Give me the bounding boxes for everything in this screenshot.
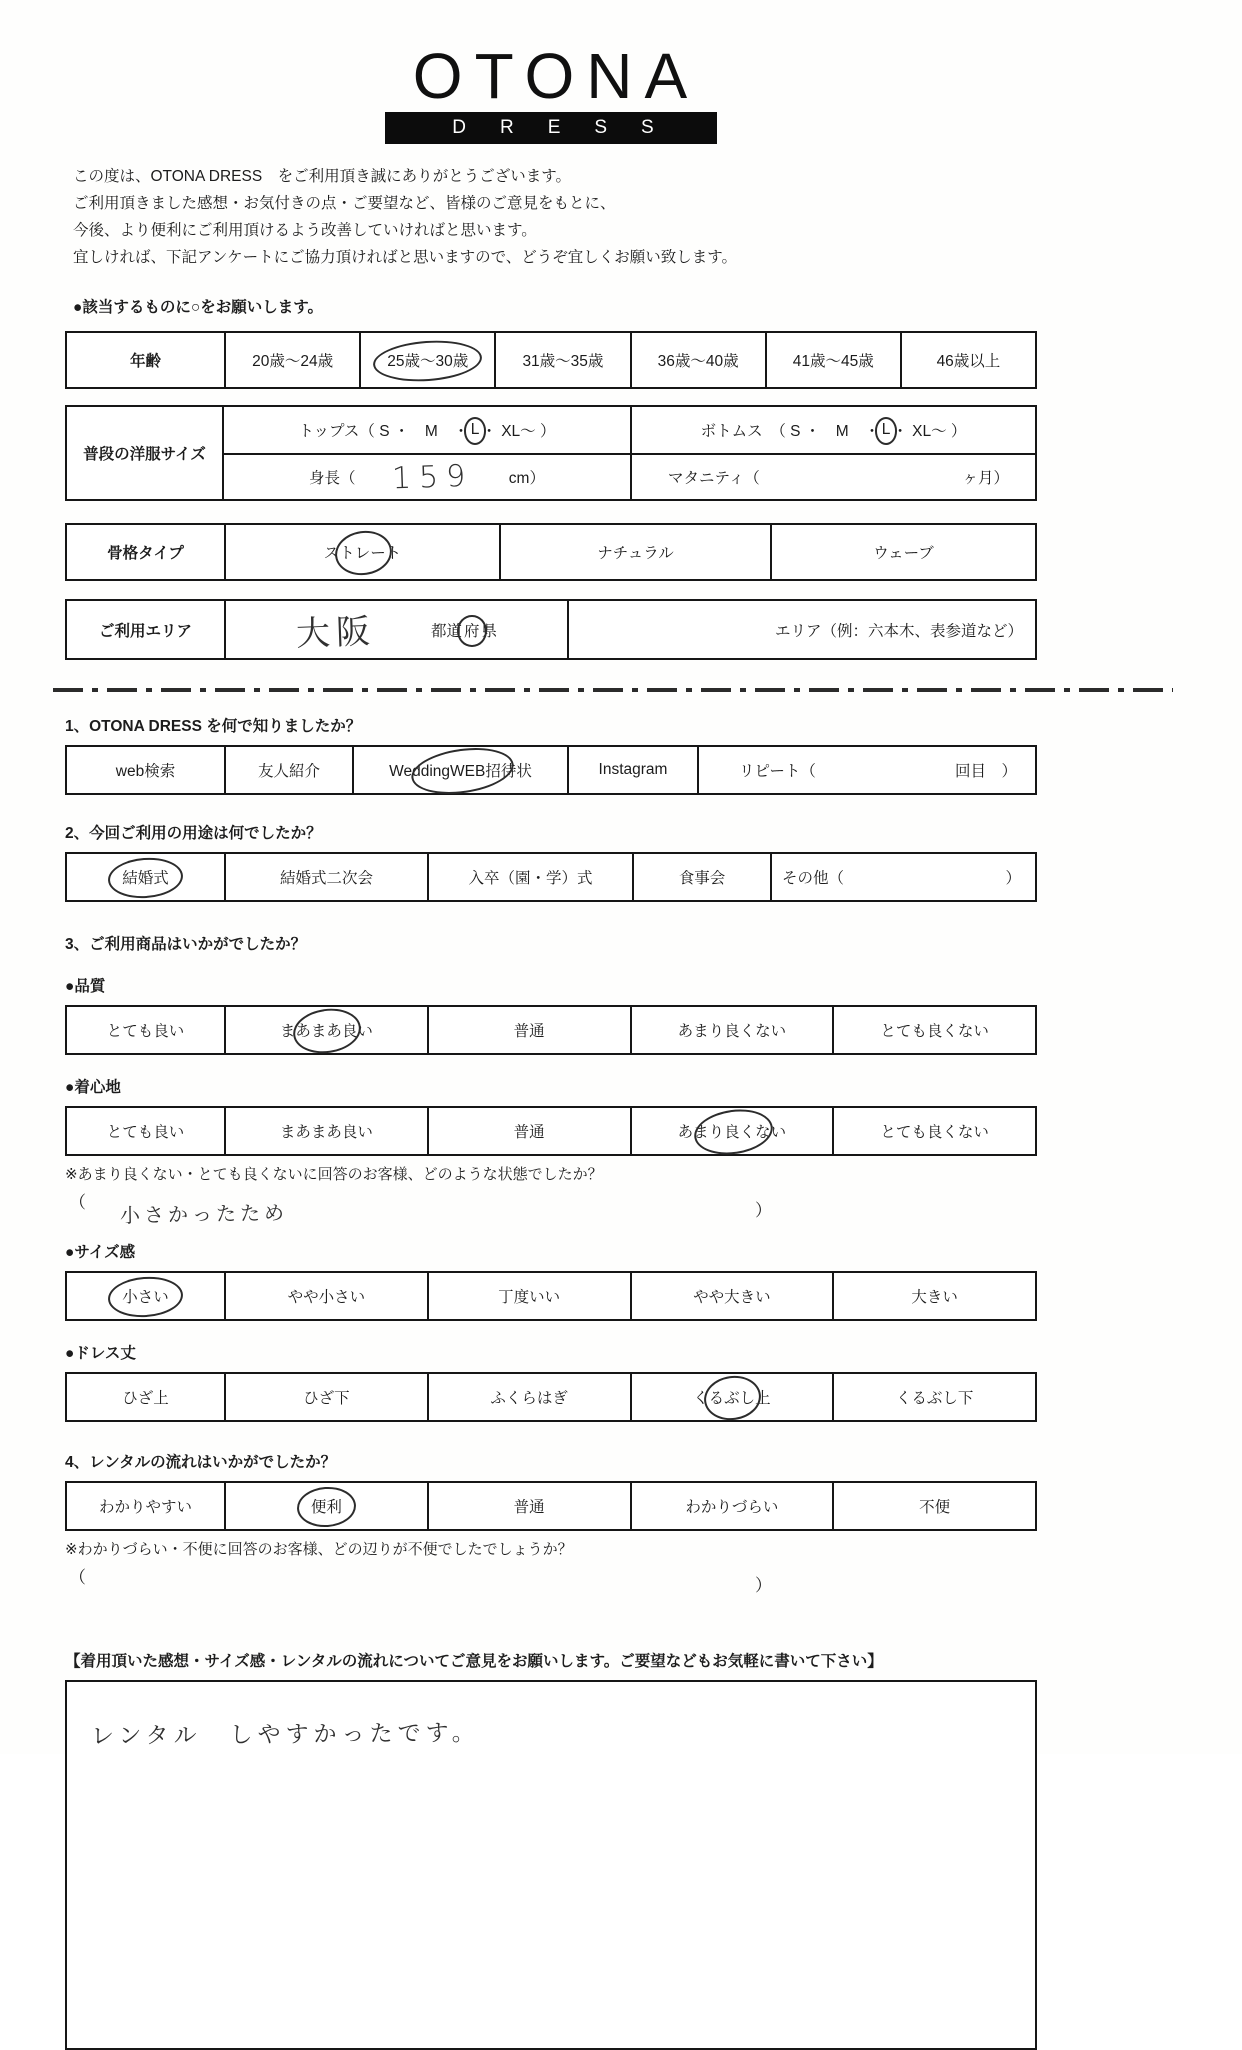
q3-note-answer-row	[65, 1186, 1037, 1232]
q3-answer-paren-close: ）	[755, 1201, 772, 1220]
size-feel-option-1: 小さい	[67, 1273, 224, 1319]
q2-option-ceremony: 入卒（園・学）式	[427, 854, 632, 900]
dress-length-option-1: ひざ上	[122, 1390, 169, 1407]
q4-answer-paren-open: （	[69, 1568, 86, 1587]
q1-option-friend: 友人紹介	[224, 747, 352, 793]
q2-table	[65, 852, 1037, 902]
usage-area-table	[65, 599, 1037, 660]
bottoms-size-choice: L	[881, 421, 891, 438]
q4-answer-row	[65, 1561, 1037, 1607]
q1-title: 1、OTONA DRESS を何で知りましたか？	[65, 718, 362, 735]
skeleton-header-cell: 骨格タイプ	[107, 545, 184, 562]
tops-size-choice: L	[470, 421, 480, 438]
dress-length-option-2: ひざ下	[224, 1374, 427, 1420]
handwritten-comment: レンタル しやすかったです。	[90, 1720, 480, 1750]
q3-quality-table	[65, 1005, 1037, 1055]
page-content	[65, 0, 1037, 2050]
intro-line-3: 今後、より便利にご利用頂けるよう改善していければと思います。	[73, 222, 537, 239]
area-hint-cell: エリア（例：六本木、表参道など）	[567, 601, 1035, 658]
clothing-size-row-2	[224, 453, 1035, 499]
quality-option-1: とても良い	[106, 1023, 185, 1040]
q2-option-dinner: 食事会	[632, 854, 770, 900]
maternity-cell: マタニティ（ ヶ月）	[630, 455, 1035, 499]
quality-option-3: 普通	[427, 1007, 630, 1053]
intro-line-2: ご利用頂きました感想・お気付きの点・ご要望など、皆様のご意見をもとに、	[73, 195, 616, 212]
clothing-size-header-cell: 普段の洋服サイズ	[67, 407, 224, 499]
q4-option-1: わかりやすい	[98, 1499, 192, 1516]
q3-comfort-table	[65, 1106, 1037, 1156]
handwritten-comfort-reason: 小さかったため	[119, 1200, 289, 1228]
q1-option-wedding-web: WeddingWEB招待状	[352, 747, 567, 793]
q3-size-feel-table	[65, 1271, 1037, 1321]
age-option-31-35: 31歳〜35歳	[494, 333, 629, 387]
size-feel-option-2: やや小さい	[224, 1273, 427, 1319]
q4-note: ※わかりづらい・不便に回答のお客様、どの辺りが不便でしたでしょうか？	[65, 1541, 573, 1558]
q1-option-web: web検索	[115, 763, 176, 780]
dress-length-option-4: くるぶし上	[630, 1374, 833, 1420]
size-feel-option-3: 丁度いい	[427, 1273, 630, 1319]
q3-quality-label: ●品質	[65, 978, 106, 995]
prefecture-cell	[224, 601, 567, 658]
quality-option-4: あまり良くない	[630, 1007, 833, 1053]
age-option-20-24: 20歳〜24歳	[224, 333, 359, 387]
age-header-cell: 年齢	[129, 353, 161, 370]
comfort-option-4: あまり良くない	[630, 1108, 833, 1154]
skeleton-option-straight: ストレート	[224, 525, 499, 579]
handwritten-prefecture: 大阪	[295, 611, 377, 655]
q3-dress-length-label: ●ドレス丈	[65, 1345, 136, 1362]
intro-line-1: この度は、OTONA DRESS をご利用頂き誠にありがとうございます。	[73, 168, 571, 185]
comment-section-title: 【着用頂いた感想・サイズ感・レンタルの流れについてご意見をお願いします。ご要望などもお気軽に書いて下さい】	[65, 1653, 883, 1670]
dashed-divider	[53, 688, 1173, 692]
q2-option-wedding: 結婚式	[67, 854, 224, 900]
q2-title: 2、今回ご利用の用途は何でしたか？	[65, 825, 322, 842]
age-option-25-30: 25歳〜30歳	[359, 333, 494, 387]
q2-option-afterparty: 結婚式二次会	[224, 854, 427, 900]
q1-option-instagram: Instagram	[567, 747, 697, 793]
skeleton-option-natural: ナチュラル	[499, 525, 770, 579]
comfort-option-1: とても良い	[106, 1124, 185, 1141]
quality-option-2: まあまあ良い	[224, 1007, 427, 1053]
prefecture-circled-char: 府	[462, 619, 482, 641]
bottoms-size-cell: ボトムス （ S ・ M ・ L ・ XL〜 ）	[630, 407, 1035, 453]
q3-answer-paren-open: （	[69, 1193, 86, 1212]
usage-area-header-cell: ご利用エリア	[98, 622, 192, 640]
q4-option-3: 普通	[427, 1483, 630, 1529]
q4-option-5: 不便	[832, 1483, 1035, 1529]
q1-option-repeat: リピート（ 回目 ）	[697, 747, 1035, 793]
q3-comfort-label: ●着心地	[65, 1079, 121, 1096]
brand-logo-title: OTONA	[412, 40, 700, 112]
comfort-option-3: 普通	[427, 1108, 630, 1154]
intro-line-4: 宜しければ、下記アンケートにご協力頂ければと思いますので、どうぞ宜しくお願い致します。	[73, 249, 738, 266]
q4-table	[65, 1481, 1037, 1531]
comfort-option-5: とても良くない	[832, 1108, 1035, 1154]
tops-size-cell: トップス（ S ・ M ・ L ・ XL〜 ）	[298, 421, 556, 440]
q1-table	[65, 745, 1037, 795]
size-feel-option-4: やや大きい	[630, 1273, 833, 1319]
clothing-size-rows	[224, 407, 1035, 499]
intro-paragraph	[65, 164, 1037, 271]
q3-title: 3、ご利用商品はいかがでしたか？	[65, 936, 307, 953]
comfort-option-2: まあまあ良い	[224, 1108, 427, 1154]
skeleton-option-wave: ウェーブ	[770, 525, 1035, 579]
instruction-heading: ●該当するものに○をお願いします。	[73, 299, 323, 316]
q4-option-2: 便利	[224, 1483, 427, 1529]
brand-logo-subtitle: DRESS	[385, 112, 717, 144]
q4-option-4: わかりづらい	[630, 1483, 833, 1529]
skeleton-type-table	[65, 523, 1037, 581]
dress-length-option-3: ふくらはぎ	[427, 1374, 630, 1420]
size-feel-option-5: 大きい	[832, 1273, 1035, 1319]
q2-option-other: その他（ ）	[770, 854, 1035, 900]
age-table	[65, 331, 1037, 389]
q4-answer-paren-close: ）	[755, 1576, 772, 1595]
quality-option-5: とても良くない	[832, 1007, 1035, 1053]
height-cell: 身長（ 159 cm）	[309, 458, 545, 496]
q3-size-feel-label: ●サイズ感	[65, 1244, 136, 1261]
prefecture-label: 都道 府 県	[431, 619, 497, 641]
clothing-size-row-1	[224, 407, 1035, 453]
q3-note: ※あまり良くない・とても良くないに回答のお客様、どのような状態でしたか？	[65, 1166, 603, 1183]
brand-logo	[385, 40, 717, 144]
q4-title: 4、レンタルの流れはいかがでしたか？	[65, 1454, 337, 1471]
clothing-size-table	[65, 405, 1037, 501]
handwritten-height-value: 159	[390, 458, 474, 496]
dress-length-option-5: くるぶし下	[832, 1374, 1035, 1420]
age-option-36-40: 36歳〜40歳	[630, 333, 765, 387]
age-option-46plus: 46歳以上	[900, 333, 1035, 387]
q3-dress-length-table	[65, 1372, 1037, 1422]
comment-box	[65, 1680, 1037, 2050]
age-option-41-45: 41歳〜45歳	[765, 333, 900, 387]
